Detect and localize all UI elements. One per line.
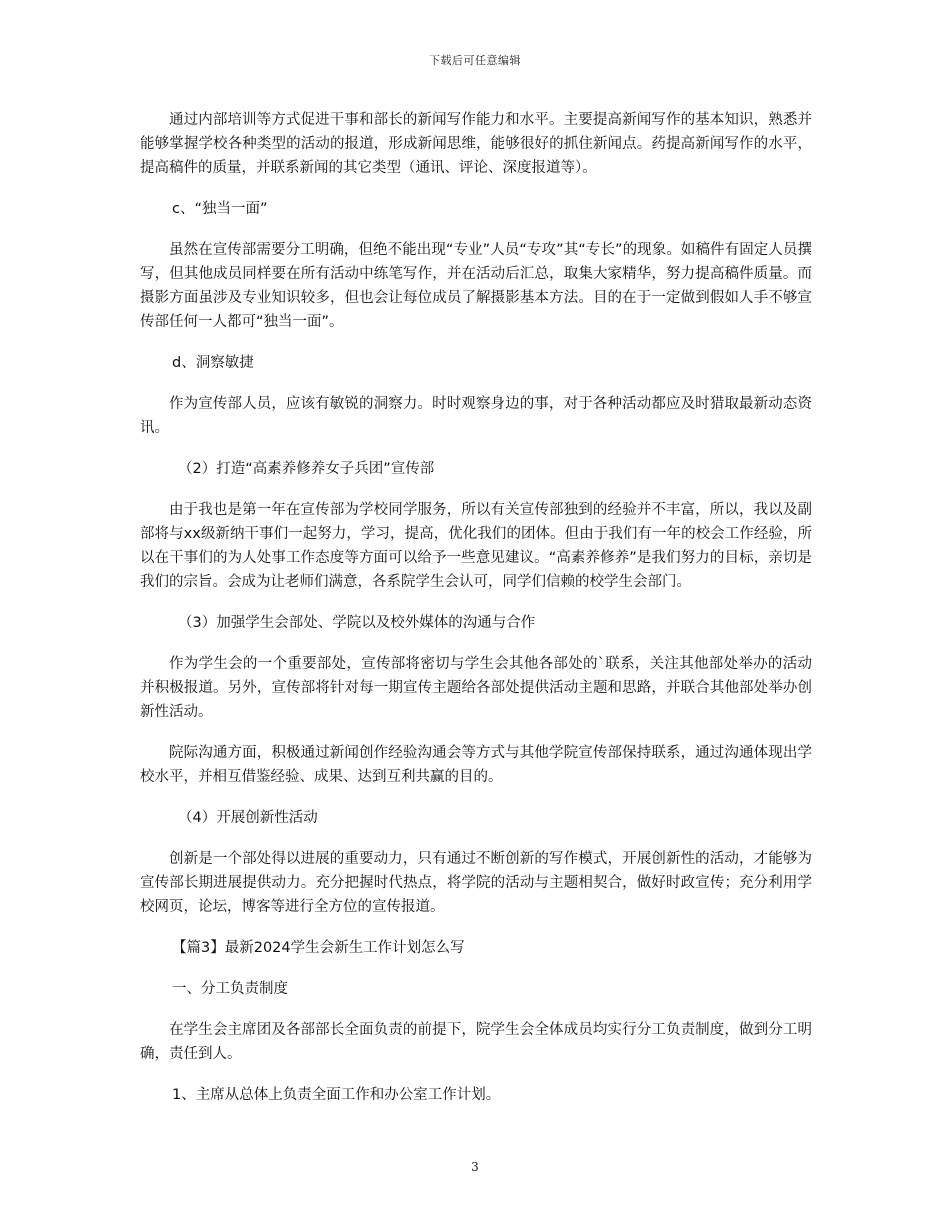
section-heading: d、洞察敏捷 [172,355,254,371]
page-header: 下载后可任意编辑 [429,54,521,67]
section-heading: c、“独当一面” [172,201,268,217]
subsection-heading: （4）开展创新性活动 [178,810,318,826]
page-number: 3 [471,1160,479,1174]
paragraph: 虽然在宣传部需要分工明确，但绝不能出现“专业”人员“专攻”其“专长”的现象。如稿件有固定人员撰写，但其他成员同样要在所有活动中练笔写作，并在活动后汇总，取集大家精华，努力提高稿件质量。而摄影方面虽涉及专业知识较多，但也会让每位成员了解摄影基本方法。目的在于一定做到假如人手不够宣传部任何一人都可“独当一面”。 [140,242,812,330]
subsection-heading: （2）打造“高素养修养女子兵团”宣传部 [178,461,435,477]
paragraph: 院际沟通方面，积极通过新闻创作经验沟通会等方式与其他学院宣传部保持联系，通过沟通体现出学校水平，并相互借鉴经验、成果、达到互利共赢的目的。 [140,745,812,785]
paragraph: 作为学生会的一个重要部处，宣传部将密切与学生会其他各部处的`联系，关注其他部处举办的活动并积极报道。另外，宣传部将针对每一期宣传主题给各部处提供活动主题和思路，并联合其他部处举办创新性活动。 [140,656,812,720]
section-heading: 一、分工负责制度 [172,981,288,997]
paragraph: 作为宣传部人员，应该有敏锐的洞察力。时时观察身边的事，对于各种活动都应及时猎取最新动态资讯。 [140,396,812,436]
article-heading: 【篇3】最新2024学生会新生工作计划怎么写 [172,940,465,956]
paragraph: 在学生会主席团及各部部长全面负责的前提下，院学生会全体成员均实行分工负责制度，做到分工明确，责任到人。 [140,1022,812,1062]
paragraph: 通过内部培训等方式促进干事和部长的新闻写作能力和水平。主要提高新闻写作的基本知识，熟悉并能够掌握学校各种类型的活动的报道，形成新闻思维，能够很好的抓住新闻点。药提高新闻写作的水平，提高稿件的质量，并联系新闻的其它类型（通讯、评论、深度报道等）。 [140,112,812,176]
paragraph: 由于我也是第一年在宣传部为学校同学服务，所以有关宣传部独到的经验并不丰富，所以，我以及副部将与xx级新纳干事们一起努力，学习，提高，优化我们的团体。但由于我们有一年的校会工作经验，所以在干事们的为人处事工作态度等方面可以给予一些意见建议。“高素养修养”是我们努力的目标，亲切是我们的宗旨。会成为让老师们满意，各系院学生会认可，同学们信赖的校学生会部门。 [140,502,812,590]
paragraph: 创新是一个部处得以进展的重要动力，只有通过不断创新的写作模式，开展创新性的活动，才能够为宣传部长期进展提供动力。充分把握时代热点，将学院的活动与主题相契合，做好时政宣传；充分利用学校网页，论坛，博客等进行全方位的宣传报道。 [140,851,812,915]
document-body [140,108,812,1124]
subsection-heading: （3）加强学生会部处、学院以及校外媒体的沟通与合作 [178,615,536,631]
list-item: 1、主席从总体上负责全面工作和办公室工作计划。 [172,1087,501,1103]
